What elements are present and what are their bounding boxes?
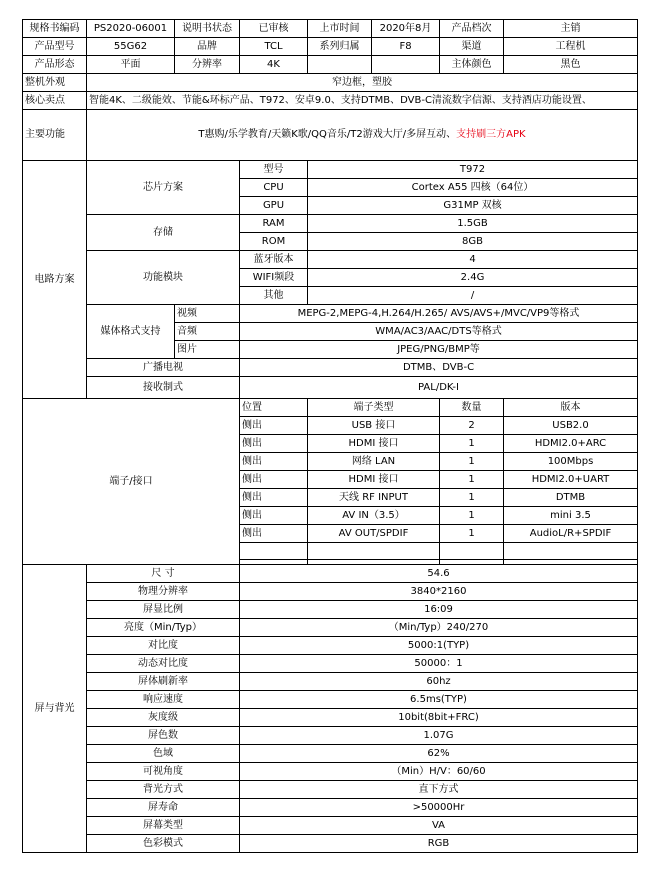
chip-model-value: T972 — [308, 161, 638, 179]
other-key: 其他 — [240, 287, 308, 305]
screen-value: >50000Hr — [240, 799, 638, 817]
series-label: 系列归属 — [308, 38, 372, 56]
port-version: USB2.0 — [504, 417, 638, 435]
port-type: USB 接口 — [308, 417, 440, 435]
functions-label: 主要功能 — [23, 110, 87, 161]
broadcast-value: DTMB、DVB-C — [240, 359, 638, 377]
screen-value: 6.5ms(TYP) — [240, 691, 638, 709]
port-version: 100Mbps — [504, 453, 638, 471]
spec-no-value: PS2020-06001 — [87, 20, 175, 38]
screen-label: 屏与背光 — [23, 565, 87, 853]
empty-cell — [308, 56, 372, 74]
module-label: 功能模块 — [87, 251, 240, 305]
screen-key: 屏色数 — [87, 727, 240, 745]
broadcast-label: 广播电视 — [87, 359, 240, 377]
appearance-label: 整机外观 — [23, 74, 87, 92]
chip-model-row — [23, 161, 638, 179]
screen-row — [23, 619, 638, 637]
receive-row — [23, 377, 638, 399]
spec-no-label: 规格书编码 — [23, 20, 87, 38]
empty-cell — [240, 543, 308, 560]
port-type: HDMI 接口 — [308, 435, 440, 453]
port-position: 侧出 — [240, 417, 308, 435]
channel-value: 工程机 — [504, 38, 638, 56]
bt-value: 4 — [308, 251, 638, 269]
screen-value: VA — [240, 817, 638, 835]
port-qty: 1 — [440, 489, 504, 507]
empty-cell — [440, 543, 504, 560]
screen-value: 60hz — [240, 673, 638, 691]
resolution-value: 4K — [240, 56, 308, 74]
grade-label: 产品档次 — [440, 20, 504, 38]
port-type: 网络 LAN — [308, 453, 440, 471]
screen-key: 屏幕类型 — [87, 817, 240, 835]
cpu-value: Cortex A55 四核（64位） — [308, 179, 638, 197]
screen-row — [23, 763, 638, 781]
screen-row — [23, 727, 638, 745]
appearance-row — [23, 74, 638, 92]
screen-row — [23, 655, 638, 673]
gpu-key: GPU — [240, 197, 308, 215]
screen-value: （Min）H/V：60/60 — [240, 763, 638, 781]
image-value: JPEG/PNG/BMP等 — [240, 341, 638, 359]
ports-label: 端子/接口 — [23, 399, 240, 565]
brand-value: TCL — [240, 38, 308, 56]
port-version: mini 3.5 — [504, 507, 638, 525]
screen-value: 50000：1 — [240, 655, 638, 673]
screen-row — [23, 817, 638, 835]
ram-value: 1.5GB — [308, 215, 638, 233]
screen-key: 尺 寸 — [87, 565, 240, 583]
spec-table — [22, 19, 638, 853]
screen-key: 响应速度 — [87, 691, 240, 709]
port-qty: 1 — [440, 507, 504, 525]
port-type: HDMI 接口 — [308, 471, 440, 489]
screen-row — [23, 709, 638, 727]
screen-key: 物理分辨率 — [87, 583, 240, 601]
port-qty: 1 — [440, 453, 504, 471]
selling-row — [23, 92, 638, 110]
video-key: 视频 — [175, 305, 240, 323]
receive-label: 接收制式 — [87, 377, 240, 399]
video-value: MEPG-2,MEPG-4,H.264/H.265/ AVS/AVS+/MVC/VP9等格式 — [240, 305, 638, 323]
screen-row — [23, 691, 638, 709]
screen-key: 屏显比例 — [87, 601, 240, 619]
screen-key: 可视角度 — [87, 763, 240, 781]
functions-text: T惠购/乐学教育/天籁K歌/QQ音乐/T2游戏大厅/多屏互动、 — [198, 129, 457, 140]
port-position: 侧出 — [240, 507, 308, 525]
screen-value: 54.6 — [240, 565, 638, 583]
other-value: / — [308, 287, 638, 305]
screen-row — [23, 601, 638, 619]
wifi-key: WIFI频段 — [240, 269, 308, 287]
model-label: 产品型号 — [23, 38, 87, 56]
bt-row — [23, 251, 638, 269]
status-label: 说明书状态 — [175, 20, 240, 38]
header-row-2 — [23, 38, 638, 56]
empty-cell — [504, 543, 638, 560]
screen-value: 5000:1(TYP) — [240, 637, 638, 655]
port-qty: 1 — [440, 435, 504, 453]
screen-row — [23, 835, 638, 853]
screen-value: 直下方式 — [240, 781, 638, 799]
screen-value: RGB — [240, 835, 638, 853]
screen-row — [23, 637, 638, 655]
form-label: 产品形态 — [23, 56, 87, 74]
brand-label: 品牌 — [175, 38, 240, 56]
screen-value: 1.07G — [240, 727, 638, 745]
screen-value: 10bit(8bit+FRC) — [240, 709, 638, 727]
wifi-value: 2.4G — [308, 269, 638, 287]
functions-value — [87, 110, 638, 161]
cpu-key: CPU — [240, 179, 308, 197]
screen-key: 屏寿命 — [87, 799, 240, 817]
screen-value: 3840*2160 — [240, 583, 638, 601]
screen-value: 62% — [240, 745, 638, 763]
chip-model-key: 型号 — [240, 161, 308, 179]
empty-cell — [372, 56, 440, 74]
image-key: 图片 — [175, 341, 240, 359]
screen-value: （Min/Typ）240/270 — [240, 619, 638, 637]
screen-key: 亮度（Min/Typ） — [87, 619, 240, 637]
port-type: AV IN（3.5） — [308, 507, 440, 525]
ports-col-version: 版本 — [504, 399, 638, 417]
header-row-1 — [23, 20, 638, 38]
functions-row — [23, 110, 638, 161]
storage-label: 存储 — [87, 215, 240, 251]
ports-col-qty: 数量 — [440, 399, 504, 417]
screen-row — [23, 673, 638, 691]
functions-red-text: 支持刷三方APK — [456, 129, 526, 140]
port-type: 天线 RF INPUT — [308, 489, 440, 507]
port-version: AudioL/R+SPDIF — [504, 525, 638, 543]
ports-col-position: 位置 — [240, 399, 308, 417]
color-label: 主体颜色 — [440, 56, 504, 74]
selling-value: 智能4K、二级能效、节能&环标产品、T972、安卓9.0、支持DTMB、DVB-C清流数字信源、支持酒店功能设置、 — [87, 92, 638, 110]
screen-key: 色彩模式 — [87, 835, 240, 853]
screen-key: 色域 — [87, 745, 240, 763]
port-position: 侧出 — [240, 435, 308, 453]
screen-row — [23, 583, 638, 601]
port-version: DTMB — [504, 489, 638, 507]
screen-row — [23, 799, 638, 817]
screen-key: 背光方式 — [87, 781, 240, 799]
launch-label: 上市时间 — [308, 20, 372, 38]
gpu-value: G31MP 双核 — [308, 197, 638, 215]
screen-value: 16:09 — [240, 601, 638, 619]
ports-col-type: 端子类型 — [308, 399, 440, 417]
screen-row — [23, 745, 638, 763]
grade-value: 主销 — [504, 20, 638, 38]
screen-row — [23, 781, 638, 799]
launch-value: 2020年8月 — [372, 20, 440, 38]
appearance-value: 窄边框，塑胶 — [87, 74, 638, 92]
ram-row — [23, 215, 638, 233]
model-value: 55G62 — [87, 38, 175, 56]
form-value: 平面 — [87, 56, 175, 74]
screen-key: 动态对比度 — [87, 655, 240, 673]
screen-key: 灰度级 — [87, 709, 240, 727]
bt-key: 蓝牙版本 — [240, 251, 308, 269]
channel-label: 渠道 — [440, 38, 504, 56]
port-position: 侧出 — [240, 453, 308, 471]
port-version: HDMI2.0+UART — [504, 471, 638, 489]
port-type: AV OUT/SPDIF — [308, 525, 440, 543]
audio-value: WMA/AC3/AAC/DTS等格式 — [240, 323, 638, 341]
rom-value: 8GB — [308, 233, 638, 251]
series-value: F8 — [372, 38, 440, 56]
audio-key: 音频 — [175, 323, 240, 341]
status-value: 已审核 — [240, 20, 308, 38]
port-qty: 2 — [440, 417, 504, 435]
port-version: HDMI2.0+ARC — [504, 435, 638, 453]
port-position: 侧出 — [240, 489, 308, 507]
port-position: 侧出 — [240, 525, 308, 543]
color-value: 黑色 — [504, 56, 638, 74]
circuit-label: 电路方案 — [23, 161, 87, 399]
ram-key: RAM — [240, 215, 308, 233]
chip-label: 芯片方案 — [87, 161, 240, 215]
header-row-3 — [23, 56, 638, 74]
port-position: 侧出 — [240, 471, 308, 489]
broadcast-row — [23, 359, 638, 377]
screen-key: 屏体刷新率 — [87, 673, 240, 691]
selling-label: 核心卖点 — [23, 92, 87, 110]
media-label: 媒体格式支持 — [87, 305, 175, 359]
resolution-label: 分辨率 — [175, 56, 240, 74]
screen-key: 对比度 — [87, 637, 240, 655]
port-qty: 1 — [440, 471, 504, 489]
ports-header-row — [23, 399, 638, 417]
empty-cell — [308, 543, 440, 560]
rom-key: ROM — [240, 233, 308, 251]
port-qty: 1 — [440, 525, 504, 543]
video-row — [23, 305, 638, 323]
receive-value: PAL/DK-I — [240, 377, 638, 399]
screen-row — [23, 565, 638, 583]
